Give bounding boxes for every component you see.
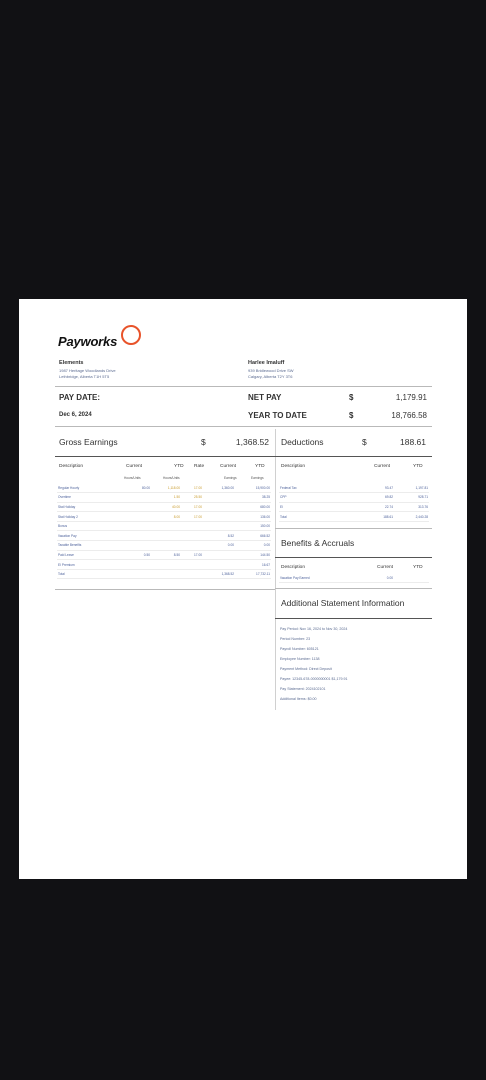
divider: [55, 386, 432, 387]
deductions-cell: CPP: [279, 493, 359, 503]
additional-info-line: Period Number: 23: [280, 637, 311, 641]
deductions-cell: 22.74: [359, 502, 394, 512]
earnings-cell: [203, 521, 235, 531]
deductions-cell: Federal Tax: [279, 483, 359, 493]
earnings-cell: Overtime: [57, 493, 115, 503]
deductions-cell: 313.76: [394, 502, 429, 512]
divider: [55, 456, 432, 457]
additional-info-line: Pay Period: Nov 16, 2024 to Nov 30, 2024: [280, 627, 348, 631]
payworks-ring-icon: [121, 325, 141, 345]
ytd-value: 18,766.58: [391, 411, 427, 420]
divider: [275, 528, 432, 529]
deductions-cell: Total: [279, 512, 359, 522]
earnings-row: [57, 483, 271, 493]
deductions-amount: 188.61: [400, 437, 426, 447]
column-divider: [275, 429, 276, 710]
earnings-cell: Stat Holiday: [57, 502, 115, 512]
earnings-cell: 1,368.52: [203, 569, 235, 579]
benefits-table: [279, 573, 429, 583]
earnings-cell: [115, 531, 151, 541]
earnings-cell: 0.00: [235, 541, 271, 551]
earnings-cell: 8.52: [203, 531, 235, 541]
earnings-cell: [151, 560, 181, 570]
deductions-cell: 69.82: [359, 493, 394, 503]
earnings-cell: [151, 541, 181, 551]
benefits-cell: Vacation Pay Earned: [279, 573, 359, 583]
earnings-header-current-hours: Current: [126, 464, 142, 469]
earnings-cell: 1,360.00: [203, 483, 235, 493]
earnings-cell: 80.00: [115, 483, 151, 493]
earnings-row: [57, 560, 271, 570]
deductions-cell: 188.61: [359, 512, 394, 522]
earnings-cell: [181, 521, 203, 531]
earnings-header-description: Description: [59, 464, 83, 469]
earnings-cell: [181, 569, 203, 579]
earnings-cell: 0.50: [115, 550, 151, 560]
net-pay-value: 1,179.91: [395, 393, 427, 402]
net-pay-currency: $: [349, 393, 354, 402]
earnings-cell: EI Premium: [57, 560, 115, 570]
earnings-cell: [181, 560, 203, 570]
earnings-header-ytd-earnings: YTD: [255, 464, 265, 469]
payworks-logo: Payworks: [58, 334, 118, 349]
additional-info-title: Additional Statement Information: [281, 598, 405, 608]
pay-date-label: PAY DATE:: [59, 393, 101, 402]
earnings-cell: 17.00: [181, 512, 203, 522]
earnings-cell: [115, 569, 151, 579]
earnings-cell: 666.52: [235, 531, 271, 541]
earnings-cell: [115, 502, 151, 512]
earnings-cell: 17,732.11: [235, 569, 271, 579]
benefits-header-description: Description: [281, 565, 305, 570]
earnings-cell: [151, 531, 181, 541]
earnings-cell: [203, 550, 235, 560]
deductions-header-description: Description: [281, 464, 305, 469]
earnings-cell: [203, 502, 235, 512]
divider: [55, 426, 432, 427]
earnings-cell: 0.00: [203, 541, 235, 551]
earnings-row: [57, 531, 271, 541]
earnings-subheader-ytd-earnings: Earnings: [251, 476, 264, 480]
deductions-cell: 1,197.81: [394, 483, 429, 493]
earnings-cell: [115, 560, 151, 570]
additional-info-line: Pay Statement: 2024102101: [280, 687, 326, 691]
earnings-subheader-ytd: Hours/Units: [163, 476, 180, 480]
earnings-cell: Regular Hourly: [57, 483, 115, 493]
divider: [275, 557, 432, 558]
earnings-cell: [181, 531, 203, 541]
earnings-row: [57, 569, 271, 579]
earnings-subheader-current-earnings: Earnings: [224, 476, 237, 480]
earnings-cell: 16.67: [235, 560, 271, 570]
earnings-cell: [115, 541, 151, 551]
pay-date-value: Dec 6, 2024: [59, 412, 92, 418]
earnings-cell: [115, 521, 151, 531]
earnings-cell: 17.00: [181, 550, 203, 560]
benefits-title: Benefits & Accruals: [281, 538, 355, 548]
additional-info-line: Additional Items: $0.00: [280, 697, 317, 701]
employer-address-1: 1987 Heritage Woodlands Drive: [59, 368, 116, 373]
employer-name: Elements: [59, 360, 84, 366]
earnings-cell: [115, 512, 151, 522]
additional-info-line: Payee: 12345-678-0000000001 $1,179.91: [280, 677, 348, 681]
earnings-cell: Vacation Pay: [57, 531, 115, 541]
earnings-cell: [203, 493, 235, 503]
ytd-label: YEAR TO DATE: [248, 411, 307, 420]
additional-info-line: Payment Method: Direct Deposit: [280, 667, 332, 671]
earnings-cell: 25.50: [181, 493, 203, 503]
pay-statement-page: [19, 299, 467, 879]
earnings-cell: 38.25: [235, 493, 271, 503]
earnings-row: [57, 493, 271, 503]
earnings-header-current-earnings: Current: [220, 464, 236, 469]
earnings-cell: [181, 541, 203, 551]
deductions-row: [279, 512, 429, 522]
earnings-cell: 15,900.00: [235, 483, 271, 493]
earnings-cell: 40.00: [151, 502, 181, 512]
earnings-cell: 1.50: [151, 493, 181, 503]
earnings-cell: [151, 569, 181, 579]
earnings-cell: 8.00: [151, 512, 181, 522]
benefits-row: [279, 573, 429, 583]
deductions-row: [279, 502, 429, 512]
deductions-table: [279, 483, 429, 522]
earnings-cell: 17.00: [181, 502, 203, 512]
earnings-row: [57, 541, 271, 551]
earnings-cell: [115, 493, 151, 503]
earnings-cell: Total: [57, 569, 115, 579]
deductions-title: Deductions: [281, 437, 324, 447]
earnings-header-rate: Rate: [194, 464, 205, 469]
gross-earnings-title: Gross Earnings: [59, 437, 118, 447]
earnings-cell: Paid Leave: [57, 550, 115, 560]
deductions-cell: 928.71: [394, 493, 429, 503]
earnings-row: [57, 550, 271, 560]
earnings-cell: 8.50: [151, 550, 181, 560]
deductions-cell: EI: [279, 502, 359, 512]
employer-address-2: Lethbridge, Alberta T1H 5T5: [59, 374, 110, 379]
earnings-cell: 136.00: [235, 512, 271, 522]
divider: [275, 588, 432, 589]
earnings-cell: 144.50: [235, 550, 271, 560]
earnings-cell: 17.00: [181, 483, 203, 493]
earnings-header-ytd-hours: YTD: [174, 464, 184, 469]
additional-info-line: Employee Number: 1138: [280, 657, 320, 661]
deductions-header-ytd: YTD: [413, 464, 423, 469]
net-pay-label: NET PAY: [248, 393, 282, 402]
deductions-cell: 93.47: [359, 483, 394, 493]
earnings-cell: 150.00: [235, 521, 271, 531]
earnings-cell: Bonus: [57, 521, 115, 531]
divider: [275, 618, 432, 619]
ytd-currency: $: [349, 411, 354, 420]
benefits-header-current: Current: [377, 565, 393, 570]
deductions-row: [279, 483, 429, 493]
additional-info-line: Payroll Number: 605121: [280, 647, 319, 651]
deductions-currency: $: [362, 437, 367, 447]
divider: [55, 589, 275, 590]
benefits-cell: 0.00: [359, 573, 394, 583]
earnings-row: [57, 512, 271, 522]
benefits-cell: [394, 573, 429, 583]
gross-earnings-currency: $: [201, 437, 206, 447]
earnings-cell: [203, 560, 235, 570]
earnings-cell: 1,118.00: [151, 483, 181, 493]
employee-address-2: Calgary, Alberta T2Y 3T6: [248, 374, 293, 379]
employee-address-1: 939 Bridlewood Drive SW: [248, 368, 294, 373]
earnings-row: [57, 521, 271, 531]
benefits-header-ytd: YTD: [413, 565, 423, 570]
deductions-row: [279, 493, 429, 503]
employee-name: Harlee Imaluff: [248, 360, 285, 366]
earnings-cell: Taxable Benefits: [57, 541, 115, 551]
gross-earnings-amount: 1,368.52: [235, 437, 269, 447]
earnings-subheader-current: Hours/Units: [124, 476, 141, 480]
earnings-table: [57, 483, 271, 579]
earnings-cell: [203, 512, 235, 522]
earnings-cell: 680.00: [235, 502, 271, 512]
deductions-header-current: Current: [374, 464, 390, 469]
earnings-cell: Stat Holiday 2: [57, 512, 115, 522]
earnings-cell: [151, 521, 181, 531]
earnings-row: [57, 502, 271, 512]
deductions-cell: 2,440.28: [394, 512, 429, 522]
